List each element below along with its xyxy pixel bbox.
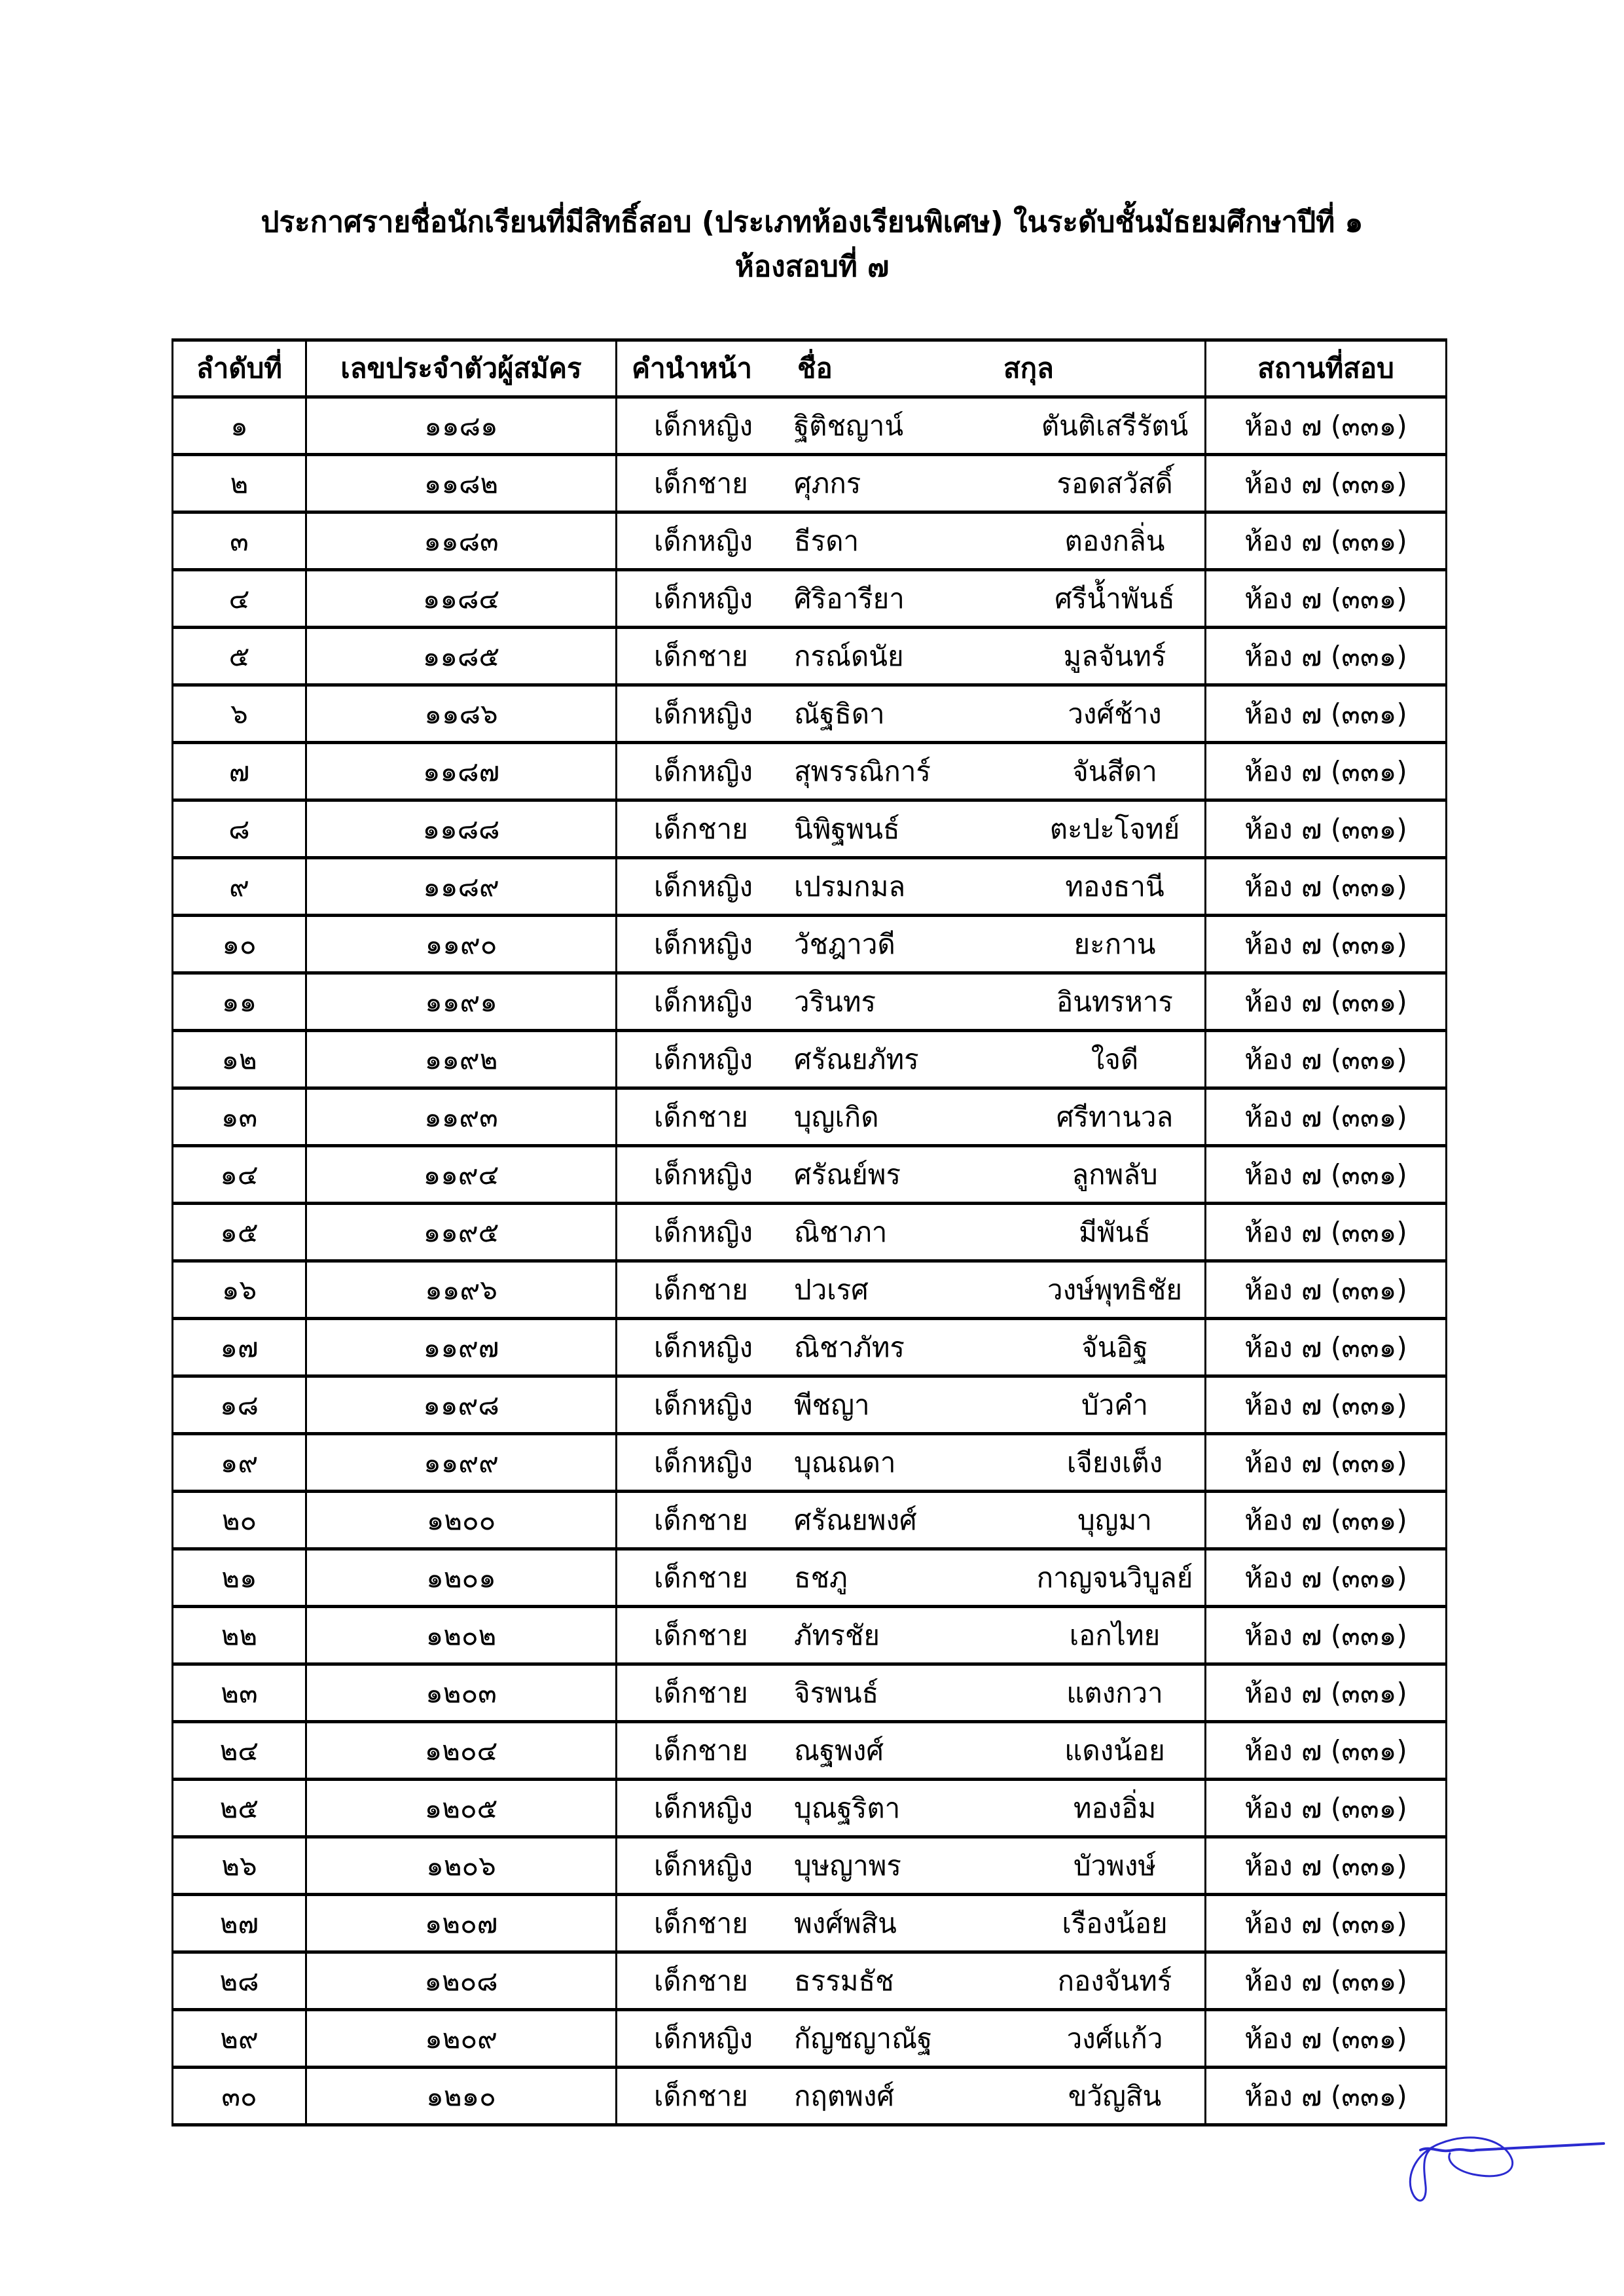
cell-prefix: เด็กหญิง bbox=[654, 2022, 753, 2054]
cell-first-name: วรินทร bbox=[794, 985, 876, 1018]
header-last-name: สกุล bbox=[1003, 352, 1054, 384]
cell-last-name: ตะปะโจทย์ bbox=[1049, 812, 1180, 845]
cell-prefix: เด็กหญิง bbox=[654, 1849, 753, 1882]
cell-applicant-id: ๑๒๐๓ bbox=[306, 1664, 617, 1722]
cell-seq: ๒๓ bbox=[173, 1664, 306, 1722]
cell-prefix: เด็กชาย bbox=[654, 2079, 748, 2112]
cell-applicant-id: ๑๒๑๐ bbox=[306, 2068, 617, 2125]
cell-seq: ๑๘ bbox=[173, 1376, 306, 1434]
cell-venue: ห้อง ๗ (๓๓๑) bbox=[1206, 455, 1447, 512]
cell-name bbox=[617, 628, 1206, 685]
cell-name bbox=[617, 1722, 1206, 1780]
cell-venue: ห้อง ๗ (๓๓๑) bbox=[1206, 1204, 1447, 1261]
table-row bbox=[173, 512, 1447, 570]
table-row bbox=[173, 455, 1447, 512]
cell-last-name: วงษ์พุทธิชัย bbox=[1047, 1273, 1182, 1306]
cell-applicant-id: ๑๑๘๘ bbox=[306, 800, 617, 858]
cell-first-name: บุณฐริตา bbox=[794, 1791, 901, 1824]
cell-venue: ห้อง ๗ (๓๓๑) bbox=[1206, 1261, 1447, 1319]
cell-seq: ๑๔ bbox=[173, 1146, 306, 1204]
cell-name bbox=[617, 1261, 1206, 1319]
cell-seq: ๑ bbox=[173, 397, 306, 455]
cell-venue: ห้อง ๗ (๓๓๑) bbox=[1206, 2010, 1447, 2068]
cell-seq: ๒๘ bbox=[173, 1952, 306, 2010]
table-row bbox=[173, 1261, 1447, 1319]
table-body bbox=[173, 397, 1447, 2125]
cell-name bbox=[617, 1031, 1206, 1088]
table-row bbox=[173, 916, 1447, 973]
cell-prefix: เด็กหญิง bbox=[654, 582, 753, 615]
table-row bbox=[173, 800, 1447, 858]
cell-last-name: ตองกลิ่น bbox=[1064, 524, 1165, 557]
cell-prefix: เด็กหญิง bbox=[654, 524, 753, 557]
student-roster-table bbox=[171, 338, 1447, 2126]
header-seq: ลำดับที่ bbox=[173, 340, 306, 397]
cell-name bbox=[617, 1664, 1206, 1722]
cell-last-name: เอกไทย bbox=[1069, 1619, 1161, 1651]
cell-last-name: รอดสวัสดิ์ bbox=[1056, 467, 1173, 499]
table-row bbox=[173, 1722, 1447, 1780]
cell-prefix: เด็กชาย bbox=[654, 1503, 748, 1536]
cell-name bbox=[617, 1376, 1206, 1434]
cell-venue: ห้อง ๗ (๓๓๑) bbox=[1206, 1664, 1447, 1722]
cell-first-name: ศุภกร bbox=[794, 467, 861, 499]
table-row bbox=[173, 1376, 1447, 1434]
cell-prefix: เด็กหญิง bbox=[654, 1388, 753, 1421]
table-row bbox=[173, 397, 1447, 455]
cell-name bbox=[617, 1434, 1206, 1492]
cell-applicant-id: ๑๑๙๙ bbox=[306, 1434, 617, 1492]
cell-applicant-id: ๑๑๘๙ bbox=[306, 858, 617, 916]
cell-name bbox=[617, 743, 1206, 800]
cell-prefix: เด็กหญิง bbox=[654, 409, 753, 442]
cell-name bbox=[617, 685, 1206, 743]
cell-seq: ๒๑ bbox=[173, 1549, 306, 1607]
cell-seq: ๒๖ bbox=[173, 1837, 306, 1895]
cell-first-name: ศรัณย์พร bbox=[794, 1158, 901, 1191]
table-row bbox=[173, 1780, 1447, 1837]
cell-venue: ห้อง ๗ (๓๓๑) bbox=[1206, 1895, 1447, 1952]
cell-last-name: แดงน้อย bbox=[1064, 1734, 1165, 1767]
cell-seq: ๕ bbox=[173, 628, 306, 685]
header-first-name: ชื่อ bbox=[797, 352, 833, 384]
cell-applicant-id: ๑๑๘๒ bbox=[306, 455, 617, 512]
cell-prefix: เด็กชาย bbox=[654, 1734, 748, 1767]
cell-name bbox=[617, 2068, 1206, 2125]
cell-venue: ห้อง ๗ (๓๓๑) bbox=[1206, 1319, 1447, 1376]
cell-prefix: เด็กชาย bbox=[654, 639, 748, 672]
cell-name bbox=[617, 1204, 1206, 1261]
table-row bbox=[173, 1031, 1447, 1088]
cell-applicant-id: ๑๑๙๓ bbox=[306, 1088, 617, 1146]
cell-first-name: ณิชาภา bbox=[794, 1215, 888, 1248]
cell-last-name: เรืองน้อย bbox=[1062, 1907, 1168, 1939]
cell-name bbox=[617, 2010, 1206, 2068]
cell-venue: ห้อง ๗ (๓๓๑) bbox=[1206, 1492, 1447, 1549]
cell-last-name: วงศ์ช้าง bbox=[1068, 697, 1162, 730]
table-row bbox=[173, 1549, 1447, 1607]
announcement-title: ประกาศรายชื่อนักเรียนที่มีสิทธิ์สอบ (ประเภทห้องเรียนพิเศษ) ในระดับชั้นมัธยมศึกษาปีที่ ๑ bbox=[261, 206, 1363, 239]
cell-prefix: เด็กหญิง bbox=[654, 697, 753, 730]
cell-applicant-id: ๑๒๐๔ bbox=[306, 1722, 617, 1780]
cell-applicant-id: ๑๑๙๗ bbox=[306, 1319, 617, 1376]
cell-applicant-id: ๑๒๐๐ bbox=[306, 1492, 617, 1549]
header-prefix: คำนำหน้า bbox=[632, 352, 752, 384]
cell-last-name: กาญจนวิบูลย์ bbox=[1036, 1561, 1193, 1594]
cell-last-name: มีพันธ์ bbox=[1079, 1215, 1151, 1248]
cell-first-name: ปวเรศ bbox=[794, 1273, 869, 1306]
cell-seq: ๒๙ bbox=[173, 2010, 306, 2068]
cell-seq: ๒๗ bbox=[173, 1895, 306, 1952]
cell-prefix: เด็กชาย bbox=[654, 1273, 748, 1306]
table-row bbox=[173, 1837, 1447, 1895]
cell-name bbox=[617, 1319, 1206, 1376]
cell-first-name: ศรัณยพงศ์ bbox=[794, 1503, 917, 1536]
cell-venue: ห้อง ๗ (๓๓๑) bbox=[1206, 2068, 1447, 2125]
cell-venue: ห้อง ๗ (๓๓๑) bbox=[1206, 1434, 1447, 1492]
cell-prefix: เด็กหญิง bbox=[654, 870, 753, 903]
cell-applicant-id: ๑๒๐๒ bbox=[306, 1607, 617, 1664]
cell-venue: ห้อง ๗ (๓๓๑) bbox=[1206, 858, 1447, 916]
cell-first-name: พงศ์พสิน bbox=[794, 1907, 897, 1939]
cell-seq: ๑๒ bbox=[173, 1031, 306, 1088]
table-row bbox=[173, 1434, 1447, 1492]
table-row bbox=[173, 2068, 1447, 2125]
cell-name bbox=[617, 1088, 1206, 1146]
cell-first-name: บุณณดา bbox=[794, 1446, 896, 1479]
exam-room-subtitle: ห้องสอบที่ ๗ bbox=[734, 250, 890, 283]
cell-first-name: กัญชญาณัฐ bbox=[794, 2022, 933, 2054]
cell-seq: ๔ bbox=[173, 570, 306, 628]
cell-last-name: ศรีน้ำพันธ์ bbox=[1055, 582, 1175, 615]
cell-first-name: ธีรดา bbox=[794, 524, 859, 557]
cell-last-name: จันอิฐ bbox=[1081, 1331, 1148, 1363]
cell-applicant-id: ๑๒๐๑ bbox=[306, 1549, 617, 1607]
cell-prefix: เด็กชาย bbox=[654, 812, 748, 845]
cell-prefix: เด็กหญิง bbox=[654, 1043, 753, 1075]
cell-applicant-id: ๑๒๐๙ bbox=[306, 2010, 617, 2068]
cell-applicant-id: ๑๑๙๘ bbox=[306, 1376, 617, 1434]
cell-venue: ห้อง ๗ (๓๓๑) bbox=[1206, 1607, 1447, 1664]
cell-prefix: เด็กหญิง bbox=[654, 1331, 753, 1363]
cell-venue: ห้อง ๗ (๓๓๑) bbox=[1206, 628, 1447, 685]
cell-first-name: ศิริอารียา bbox=[794, 582, 905, 615]
cell-seq: ๙ bbox=[173, 858, 306, 916]
cell-prefix: เด็กหญิง bbox=[654, 927, 753, 960]
signature-icon bbox=[1401, 2114, 1617, 2206]
table-row bbox=[173, 1088, 1447, 1146]
cell-applicant-id: ๑๑๙๔ bbox=[306, 1146, 617, 1204]
cell-applicant-id: ๑๑๘๗ bbox=[306, 743, 617, 800]
cell-first-name: ศรัณยภัทร bbox=[794, 1043, 919, 1075]
cell-name bbox=[617, 1952, 1206, 2010]
cell-last-name: ขวัญสิน bbox=[1068, 2079, 1162, 2112]
cell-applicant-id: ๑๑๘๑ bbox=[306, 397, 617, 455]
cell-venue: ห้อง ๗ (๓๓๑) bbox=[1206, 1837, 1447, 1895]
cell-prefix: เด็กหญิง bbox=[654, 1446, 753, 1479]
table-row bbox=[173, 1146, 1447, 1204]
cell-prefix: เด็กชาย bbox=[654, 1100, 748, 1133]
cell-last-name: เจียงเต็ง bbox=[1066, 1446, 1163, 1479]
cell-last-name: ใจดี bbox=[1091, 1043, 1139, 1075]
cell-first-name: วัชฎาวดี bbox=[794, 927, 895, 960]
cell-first-name: นิพิฐพนธ์ bbox=[794, 812, 900, 845]
cell-venue: ห้อง ๗ (๓๓๑) bbox=[1206, 1722, 1447, 1780]
cell-applicant-id: ๑๑๘๔ bbox=[306, 570, 617, 628]
cell-prefix: เด็กหญิง bbox=[654, 755, 753, 787]
cell-prefix: เด็กชาย bbox=[654, 1561, 748, 1594]
table-row bbox=[173, 1952, 1447, 2010]
cell-name bbox=[617, 1549, 1206, 1607]
cell-venue: ห้อง ๗ (๓๓๑) bbox=[1206, 743, 1447, 800]
cell-last-name: ยะกาน bbox=[1074, 927, 1156, 960]
cell-seq: ๑๐ bbox=[173, 916, 306, 973]
cell-name bbox=[617, 512, 1206, 570]
cell-seq: ๑๗ bbox=[173, 1319, 306, 1376]
cell-prefix: เด็กหญิง bbox=[654, 1158, 753, 1191]
cell-last-name: วงศ์แก้ว bbox=[1066, 2022, 1163, 2054]
cell-seq: ๒๕ bbox=[173, 1780, 306, 1837]
cell-applicant-id: ๑๒๐๘ bbox=[306, 1952, 617, 2010]
cell-first-name: ธชภู bbox=[794, 1561, 848, 1594]
table-row bbox=[173, 570, 1447, 628]
cell-venue: ห้อง ๗ (๓๓๑) bbox=[1206, 1088, 1447, 1146]
cell-venue: ห้อง ๗ (๓๓๑) bbox=[1206, 570, 1447, 628]
cell-seq: ๑๑ bbox=[173, 973, 306, 1031]
cell-venue: ห้อง ๗ (๓๓๑) bbox=[1206, 916, 1447, 973]
cell-last-name: อินทรหาร bbox=[1056, 985, 1173, 1018]
cell-seq: ๑๕ bbox=[173, 1204, 306, 1261]
cell-seq: ๓๐ bbox=[173, 2068, 306, 2125]
cell-last-name: ทองธานี bbox=[1065, 870, 1164, 903]
cell-venue: ห้อง ๗ (๓๓๑) bbox=[1206, 800, 1447, 858]
cell-venue: ห้อง ๗ (๓๓๑) bbox=[1206, 973, 1447, 1031]
cell-applicant-id: ๑๑๙๒ bbox=[306, 1031, 617, 1088]
cell-name bbox=[617, 455, 1206, 512]
cell-last-name: ตันติเสรีรัตน์ bbox=[1041, 409, 1189, 442]
cell-prefix: เด็กชาย bbox=[654, 1619, 748, 1651]
table-row bbox=[173, 628, 1447, 685]
cell-applicant-id: ๑๑๙๕ bbox=[306, 1204, 617, 1261]
cell-name bbox=[617, 858, 1206, 916]
cell-applicant-id: ๑๑๘๖ bbox=[306, 685, 617, 743]
table-row bbox=[173, 973, 1447, 1031]
cell-first-name: สุพรรณิการ์ bbox=[794, 755, 931, 787]
header-applicant-id: เลขประจำตัวผู้สมัคร bbox=[306, 340, 617, 397]
cell-last-name: บัวคำ bbox=[1081, 1388, 1148, 1421]
cell-last-name: กองจันทร์ bbox=[1057, 1964, 1172, 1997]
cell-name bbox=[617, 1607, 1206, 1664]
cell-venue: ห้อง ๗ (๓๓๑) bbox=[1206, 512, 1447, 570]
cell-first-name: ภัทรชัย bbox=[794, 1619, 880, 1651]
cell-name bbox=[617, 1780, 1206, 1837]
cell-applicant-id: ๑๑๙๑ bbox=[306, 973, 617, 1031]
cell-first-name: พีชญา bbox=[794, 1388, 870, 1421]
cell-seq: ๒ bbox=[173, 455, 306, 512]
cell-prefix: เด็กหญิง bbox=[654, 985, 753, 1018]
cell-last-name: บัวพงษ์ bbox=[1073, 1849, 1157, 1882]
cell-first-name: ธรรมธัช bbox=[794, 1964, 894, 1997]
cell-prefix: เด็กหญิง bbox=[654, 1791, 753, 1824]
cell-seq: ๒๐ bbox=[173, 1492, 306, 1549]
cell-first-name: ฐิติชญาน์ bbox=[794, 409, 904, 442]
cell-venue: ห้อง ๗ (๓๓๑) bbox=[1206, 1780, 1447, 1837]
cell-name bbox=[617, 916, 1206, 973]
cell-name bbox=[617, 570, 1206, 628]
cell-first-name: เปรมกมล bbox=[794, 870, 906, 903]
table-row bbox=[173, 685, 1447, 743]
cell-venue: ห้อง ๗ (๓๓๑) bbox=[1206, 1952, 1447, 2010]
table-row bbox=[173, 1492, 1447, 1549]
cell-seq: ๓ bbox=[173, 512, 306, 570]
cell-applicant-id: ๑๒๐๗ bbox=[306, 1895, 617, 1952]
cell-seq: ๒๒ bbox=[173, 1607, 306, 1664]
cell-venue: ห้อง ๗ (๓๓๑) bbox=[1206, 1549, 1447, 1607]
cell-seq: ๑๓ bbox=[173, 1088, 306, 1146]
cell-name bbox=[617, 397, 1206, 455]
cell-last-name: บุญมา bbox=[1077, 1503, 1152, 1536]
cell-prefix: เด็กชาย bbox=[654, 1964, 748, 1997]
table-header-row bbox=[173, 340, 1447, 397]
cell-venue: ห้อง ๗ (๓๓๑) bbox=[1206, 397, 1447, 455]
cell-prefix: เด็กชาย bbox=[654, 1907, 748, 1939]
cell-first-name: กรณ์ดนัย bbox=[794, 639, 904, 672]
cell-seq: ๗ bbox=[173, 743, 306, 800]
table-row bbox=[173, 2010, 1447, 2068]
cell-prefix: เด็กชาย bbox=[654, 1676, 748, 1709]
cell-applicant-id: ๑๑๙๐ bbox=[306, 916, 617, 973]
cell-prefix: เด็กชาย bbox=[654, 467, 748, 499]
cell-first-name: ณัฐธิดา bbox=[794, 697, 885, 730]
cell-name bbox=[617, 1492, 1206, 1549]
cell-first-name: กฤตพงศ์ bbox=[794, 2079, 894, 2112]
cell-applicant-id: ๑๑๘๓ bbox=[306, 512, 617, 570]
cell-seq: ๑๙ bbox=[173, 1434, 306, 1492]
cell-last-name: แตงกวา bbox=[1066, 1676, 1163, 1709]
cell-name bbox=[617, 973, 1206, 1031]
cell-name bbox=[617, 800, 1206, 858]
cell-name bbox=[617, 1895, 1206, 1952]
cell-applicant-id: ๑๑๙๖ bbox=[306, 1261, 617, 1319]
cell-venue: ห้อง ๗ (๓๓๑) bbox=[1206, 1376, 1447, 1434]
cell-first-name: บุญเกิด bbox=[794, 1100, 879, 1133]
cell-applicant-id: ๑๒๐๕ bbox=[306, 1780, 617, 1837]
cell-first-name: บุษญาพร bbox=[794, 1849, 901, 1882]
cell-first-name: ณิชาภัทร bbox=[794, 1331, 905, 1363]
table-row bbox=[173, 743, 1447, 800]
cell-last-name: ลูกพลับ bbox=[1072, 1158, 1158, 1191]
cell-seq: ๑๖ bbox=[173, 1261, 306, 1319]
table-row bbox=[173, 1664, 1447, 1722]
table-row bbox=[173, 1895, 1447, 1952]
header-venue: สถานที่สอบ bbox=[1206, 340, 1447, 397]
cell-applicant-id: ๑๒๐๖ bbox=[306, 1837, 617, 1895]
cell-first-name: ณฐพงศ์ bbox=[794, 1734, 884, 1767]
cell-last-name: ศรีทานวล bbox=[1056, 1100, 1174, 1133]
cell-venue: ห้อง ๗ (๓๓๑) bbox=[1206, 685, 1447, 743]
table-row bbox=[173, 1204, 1447, 1261]
cell-seq: ๖ bbox=[173, 685, 306, 743]
cell-last-name: มูลจันทร์ bbox=[1063, 639, 1166, 672]
cell-venue: ห้อง ๗ (๓๓๑) bbox=[1206, 1031, 1447, 1088]
table-row bbox=[173, 1319, 1447, 1376]
cell-last-name: จันสีดา bbox=[1072, 755, 1157, 787]
cell-prefix: เด็กหญิง bbox=[654, 1215, 753, 1248]
table-row bbox=[173, 858, 1447, 916]
table-row bbox=[173, 1607, 1447, 1664]
header-name-group bbox=[617, 340, 1206, 397]
cell-last-name: ทองอิ่ม bbox=[1073, 1791, 1157, 1824]
cell-seq: ๒๔ bbox=[173, 1722, 306, 1780]
cell-name bbox=[617, 1837, 1206, 1895]
cell-name bbox=[617, 1146, 1206, 1204]
cell-applicant-id: ๑๑๘๕ bbox=[306, 628, 617, 685]
cell-seq: ๘ bbox=[173, 800, 306, 858]
cell-first-name: จิรพนธ์ bbox=[794, 1676, 879, 1709]
cell-venue: ห้อง ๗ (๓๓๑) bbox=[1206, 1146, 1447, 1204]
